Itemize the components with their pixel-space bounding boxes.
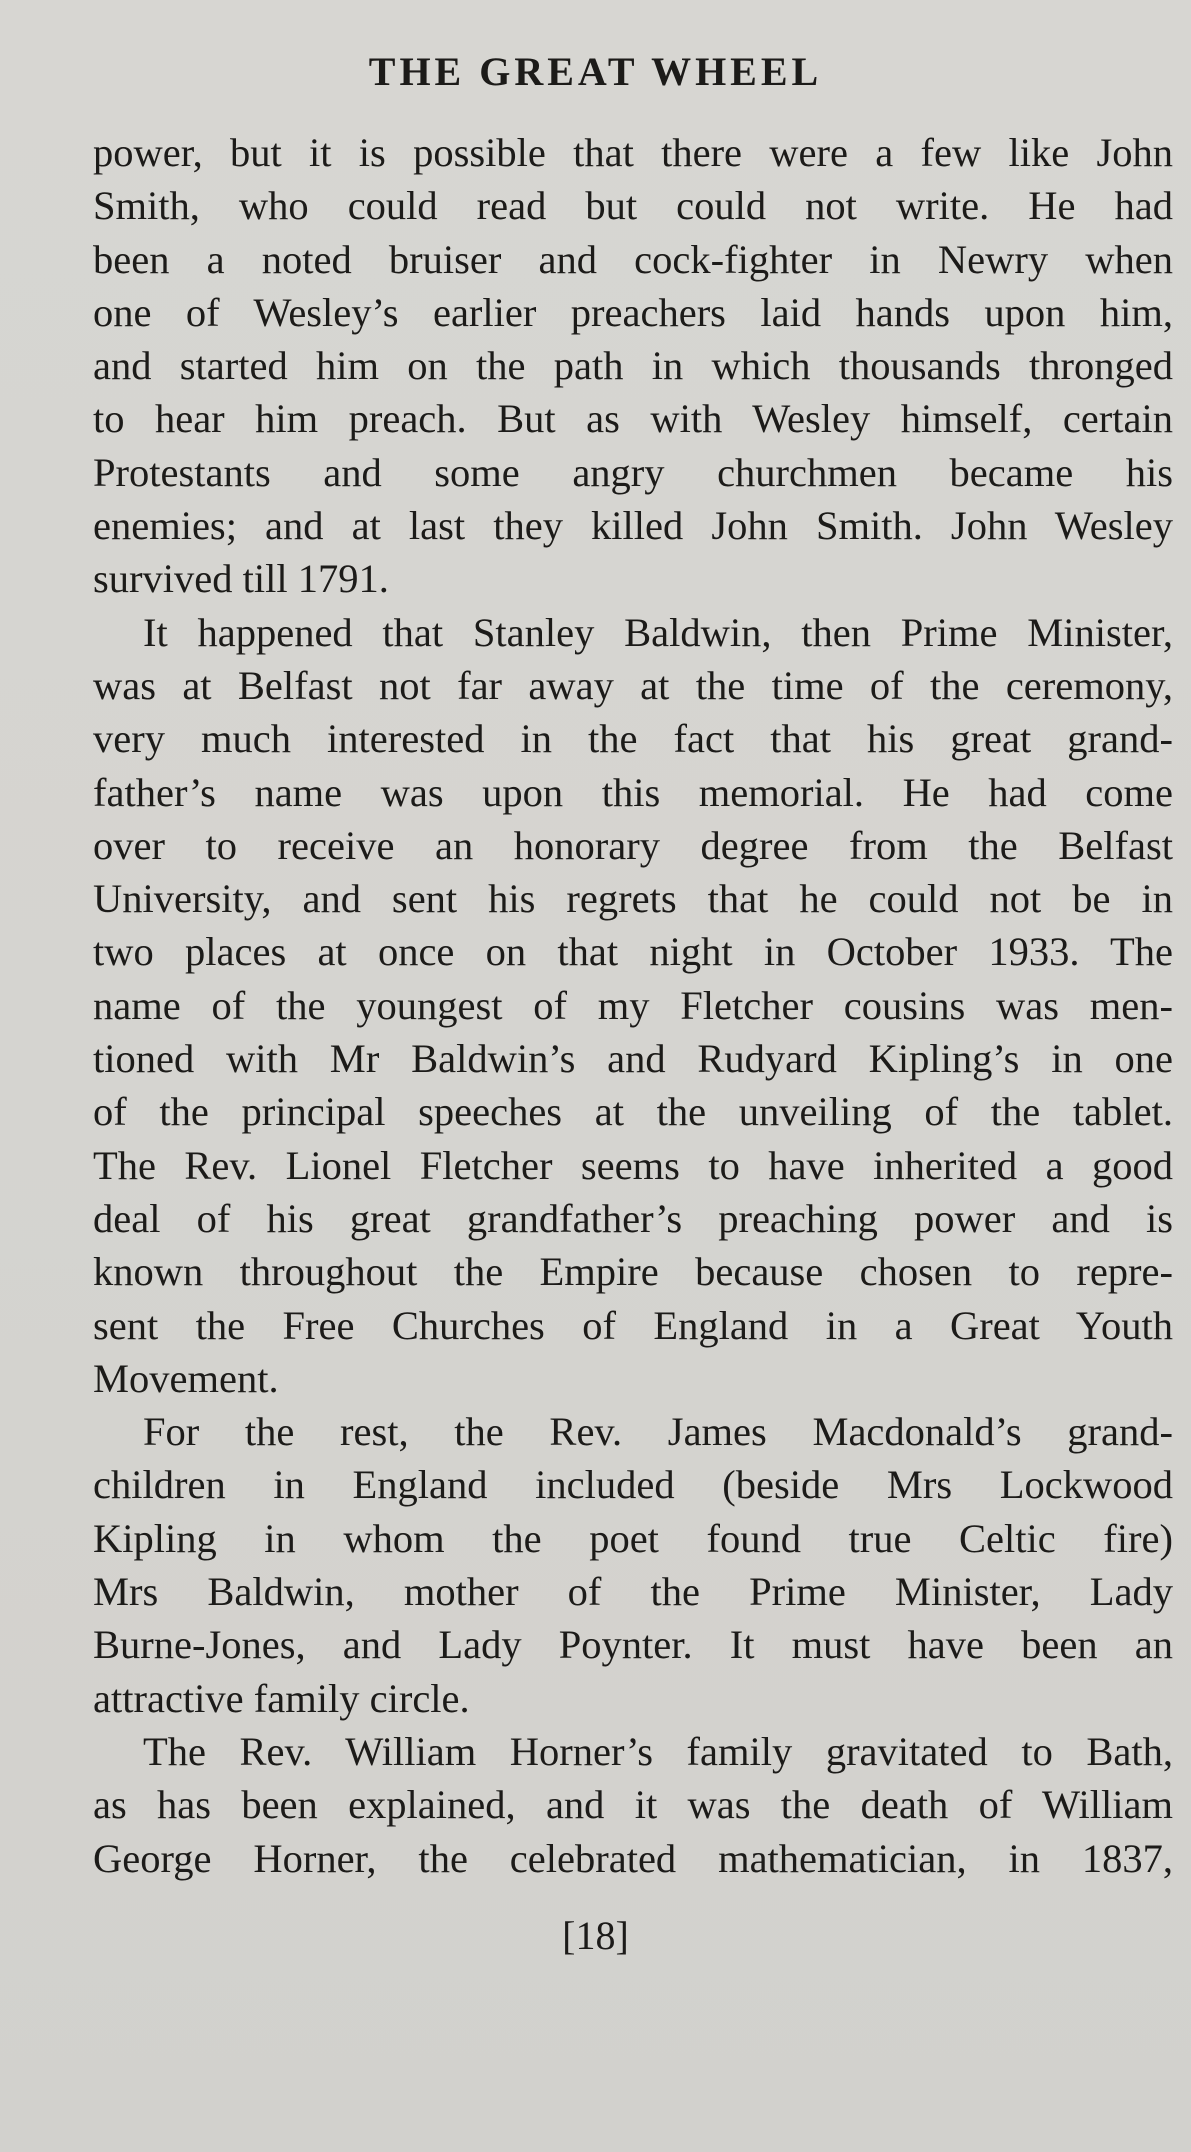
text-line: and started him on the path in which thousands thronged: [93, 343, 1173, 389]
text-line: tioned with Mr Baldwin’s and Rudyard Kipling’s in one: [93, 1036, 1173, 1082]
text-line: sent the Free Churches of England in a Great Youth: [93, 1302, 1173, 1348]
text-line: enemies; and at last they killed John Smith. John Wesley: [93, 503, 1173, 549]
text-line: attractive family circle.: [93, 1675, 470, 1721]
text-line: Movement.: [93, 1355, 279, 1401]
running-head: THE GREAT WHEEL: [368, 49, 823, 94]
body-text: [93, 126, 1173, 1885]
text-line: of the principal speeches at the unveiling of the tablet.: [93, 1089, 1173, 1135]
text-line: over to receive an honorary degree from the Belfast: [93, 822, 1173, 868]
text-line: two places at once on that night in October 1933. The: [93, 929, 1173, 975]
text-line: was at Belfast not far away at the time of the ceremony,: [93, 662, 1173, 708]
text-line: survived till 1791.: [93, 556, 389, 602]
text-line: father’s name was upon this memorial. He had come: [93, 769, 1173, 815]
text-line: Burne-Jones, and Lady Poynter. It must have been an: [93, 1622, 1173, 1668]
text-line: very much interested in the fact that his great grand-: [93, 716, 1173, 762]
text-line: as has been explained, and it was the death of William: [93, 1782, 1173, 1828]
text-line: power, but it is possible that there were a few like John: [93, 130, 1173, 175]
text-line: children in England included (beside Mrs Lockwood: [93, 1462, 1173, 1508]
text-line: The Rev. William Horner’s family gravitated to Bath,: [143, 1728, 1173, 1774]
text-line: The Rev. Lionel Fletcher seems to have inherited a good: [93, 1142, 1173, 1188]
text-line: to hear him preach. But as with Wesley himself, certain: [93, 396, 1173, 442]
text-line: known throughout the Empire because chosen to repre-: [93, 1249, 1173, 1295]
text-line: University, and sent his regrets that he could not be in: [93, 876, 1173, 922]
text-line: one of Wesley’s earlier preachers laid hands upon him,: [93, 289, 1173, 335]
text-line: been a noted bruiser and cock-fighter in Newry when: [93, 236, 1173, 282]
text-line: Mrs Baldwin, mother of the Prime Minister, Lady: [93, 1569, 1173, 1615]
text-line: George Horner, the celebrated mathematician, in 1837,: [93, 1835, 1173, 1881]
text-line: It happened that Stanley Baldwin, then Prime Minister,: [143, 609, 1173, 655]
page-number: [18]: [562, 1913, 629, 1958]
text-line: Kipling in whom the poet found true Celtic fire): [93, 1515, 1173, 1561]
text-line: name of the youngest of my Fletcher cousins was men-: [93, 982, 1173, 1028]
text-line: Smith, who could read but could not write. He had: [93, 183, 1173, 229]
text-line: For the rest, the Rev. James Macdonald’s grand-: [143, 1409, 1173, 1455]
text-line: deal of his great grandfather’s preaching power and is: [93, 1195, 1173, 1241]
text-line: Protestants and some angry churchmen became his: [93, 449, 1173, 495]
